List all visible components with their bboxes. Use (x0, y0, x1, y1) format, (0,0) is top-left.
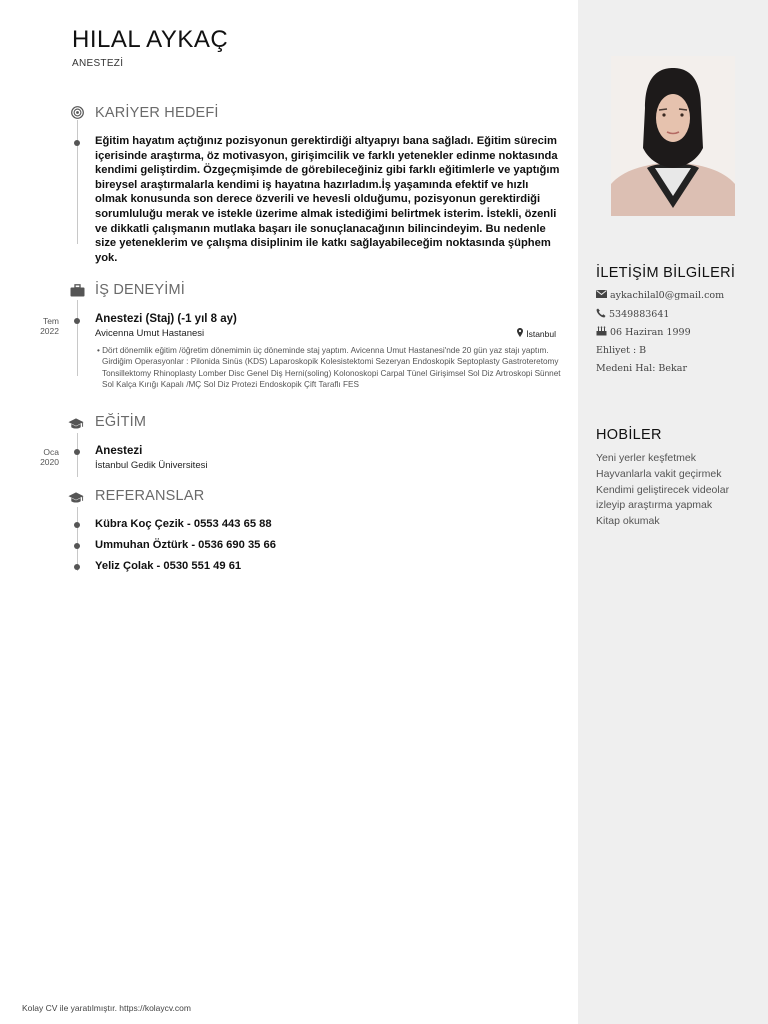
contact-email-text: aykachilal0@gmail.com (610, 290, 725, 301)
timeline-line (77, 433, 78, 477)
education-date-month: Oca (43, 447, 59, 457)
reference-item: Ummuhan Öztürk - 0536 690 35 66 (95, 539, 276, 551)
contact-email (596, 290, 724, 301)
job-description: • Dört dönemlik eğitim /öğretim dönemimin üç döneminde staj yaptım. Avicenna Umut Hastanesi'nde 20 gün yaz stajı yaptım. Girdiğim Operasyonlar : Pilonida Sinüs (KDS) Laparoskopik Kolesistektomi Sezeryan Endoskopik Septoplasty Gastroteretomy Tonsillektomy Rhinoplasty Lomber Disc Genel Diş Herni(soling) Kolonoskopi Carpal Tünel Girişimsel Sol Diz Artroskopi Sünnet Sol Kalça Kırığı Kapalı /MÇ Sol Diz Protezi Endoskopik Çift Taraflı FES (97, 346, 561, 389)
contact-birthday-text: 06 Haziran 1999 (610, 327, 691, 338)
timeline-dot (74, 564, 80, 570)
career-heading: KARİYER HEDEFİ (95, 105, 219, 121)
education-heading: EĞİTİM (95, 414, 147, 430)
timeline-line (77, 507, 78, 571)
hobby-item: Kitap okumak (596, 515, 660, 527)
hobby-item: Hayvanlarla vakit geçirmek (596, 468, 722, 480)
target-icon (69, 104, 85, 120)
briefcase-icon (69, 282, 85, 298)
job-date (9, 316, 59, 336)
timeline-dot (74, 522, 80, 528)
phone-icon (596, 308, 606, 321)
job-date-year: 2022 (40, 326, 59, 336)
timeline-dot (74, 449, 80, 455)
career-objective-text: Eğitim hayatım açtığınız pozisyonun gerektirdiği altyapıyı bana sağladı. Eğitim sürecim içerisinde araştırma, öz motivasyon, girişimcilik ve farklı yetenekler edinme noktasında kendimi geliştirdim. Özgeçmişimde de görebileceğiniz gibi farklı eğitimlerle ve yaptığım bireysel araştırmalarla kendimi iş hayatına hazırladım.İş yaşamında efektif ve hızlı olmak konusunda son derece özverili ve hevesli olduğumu, pozisyonun gerektirdiği sorumluluğu merak ve istekle üzerime almak istediğimi belirtmek isterim. İstekli, özenli ve dikkatli çalışmanın mutlaka başarı ile sonuçlanacağının bilincindeyim. Bu nedenle size yeteneklerim ve çalışma disiplinim ile katkı sağlayabileceğim noktasında şüphem yok. (95, 135, 560, 264)
education-date-year: 2020 (40, 457, 59, 467)
contact-phone (596, 308, 669, 321)
candidate-title: ANESTEZİ (72, 58, 124, 69)
timeline-line (77, 120, 78, 244)
hobby-item: Kendimi geliştirecek videolar (596, 484, 730, 496)
hobby-item: Yeni yerler keşfetmek (596, 452, 696, 464)
envelope-icon (596, 290, 607, 301)
timeline-dot (74, 140, 80, 146)
candidate-name: HILAL AYKAÇ (72, 26, 229, 53)
footer-credit[interactable]: Kolay CV ile yaratılmıştır. https://kolaycv.com (22, 1003, 191, 1013)
map-pin-icon (517, 328, 523, 339)
hobby-item: izleyip araştırma yapmak (596, 499, 713, 511)
timeline-dot (74, 543, 80, 549)
education-school: İstanbul Gedik Üniversitesi (95, 460, 208, 471)
experience-heading: İŞ DENEYİMİ (95, 282, 186, 298)
timeline-dot (74, 318, 80, 324)
job-company: Avicenna Umut Hastanesi (95, 328, 205, 339)
timeline-line (77, 300, 78, 376)
graduation-cap-icon (68, 415, 84, 431)
reference-item: Yeliz Çolak - 0530 551 49 61 (95, 560, 242, 572)
profile-photo (611, 56, 735, 216)
contact-birthday (596, 326, 691, 339)
reference-item: Kübra Koç Çezik - 0553 443 65 88 (95, 518, 272, 530)
job-location-text: İstanbul (526, 328, 556, 339)
contact-heading: İLETİŞİM BİLGİLERİ (596, 265, 736, 281)
job-location (517, 328, 556, 339)
contact-license: Ehliyet : B (596, 345, 647, 356)
contact-marital-status: Medeni Hal: Bekar (596, 363, 688, 374)
education-title: Anestezi (95, 445, 143, 457)
contact-phone-text: 5349883641 (609, 309, 670, 320)
graduation-cap-icon (68, 489, 84, 505)
education-date (9, 447, 59, 467)
job-date-month: Tem (42, 316, 59, 326)
hobbies-heading: HOBİLER (596, 427, 662, 443)
cake-icon (596, 326, 607, 339)
references-heading: REFERANSLAR (95, 488, 205, 504)
job-title: Anestezi (Staj) (-1 yıl 8 ay) (95, 313, 237, 325)
